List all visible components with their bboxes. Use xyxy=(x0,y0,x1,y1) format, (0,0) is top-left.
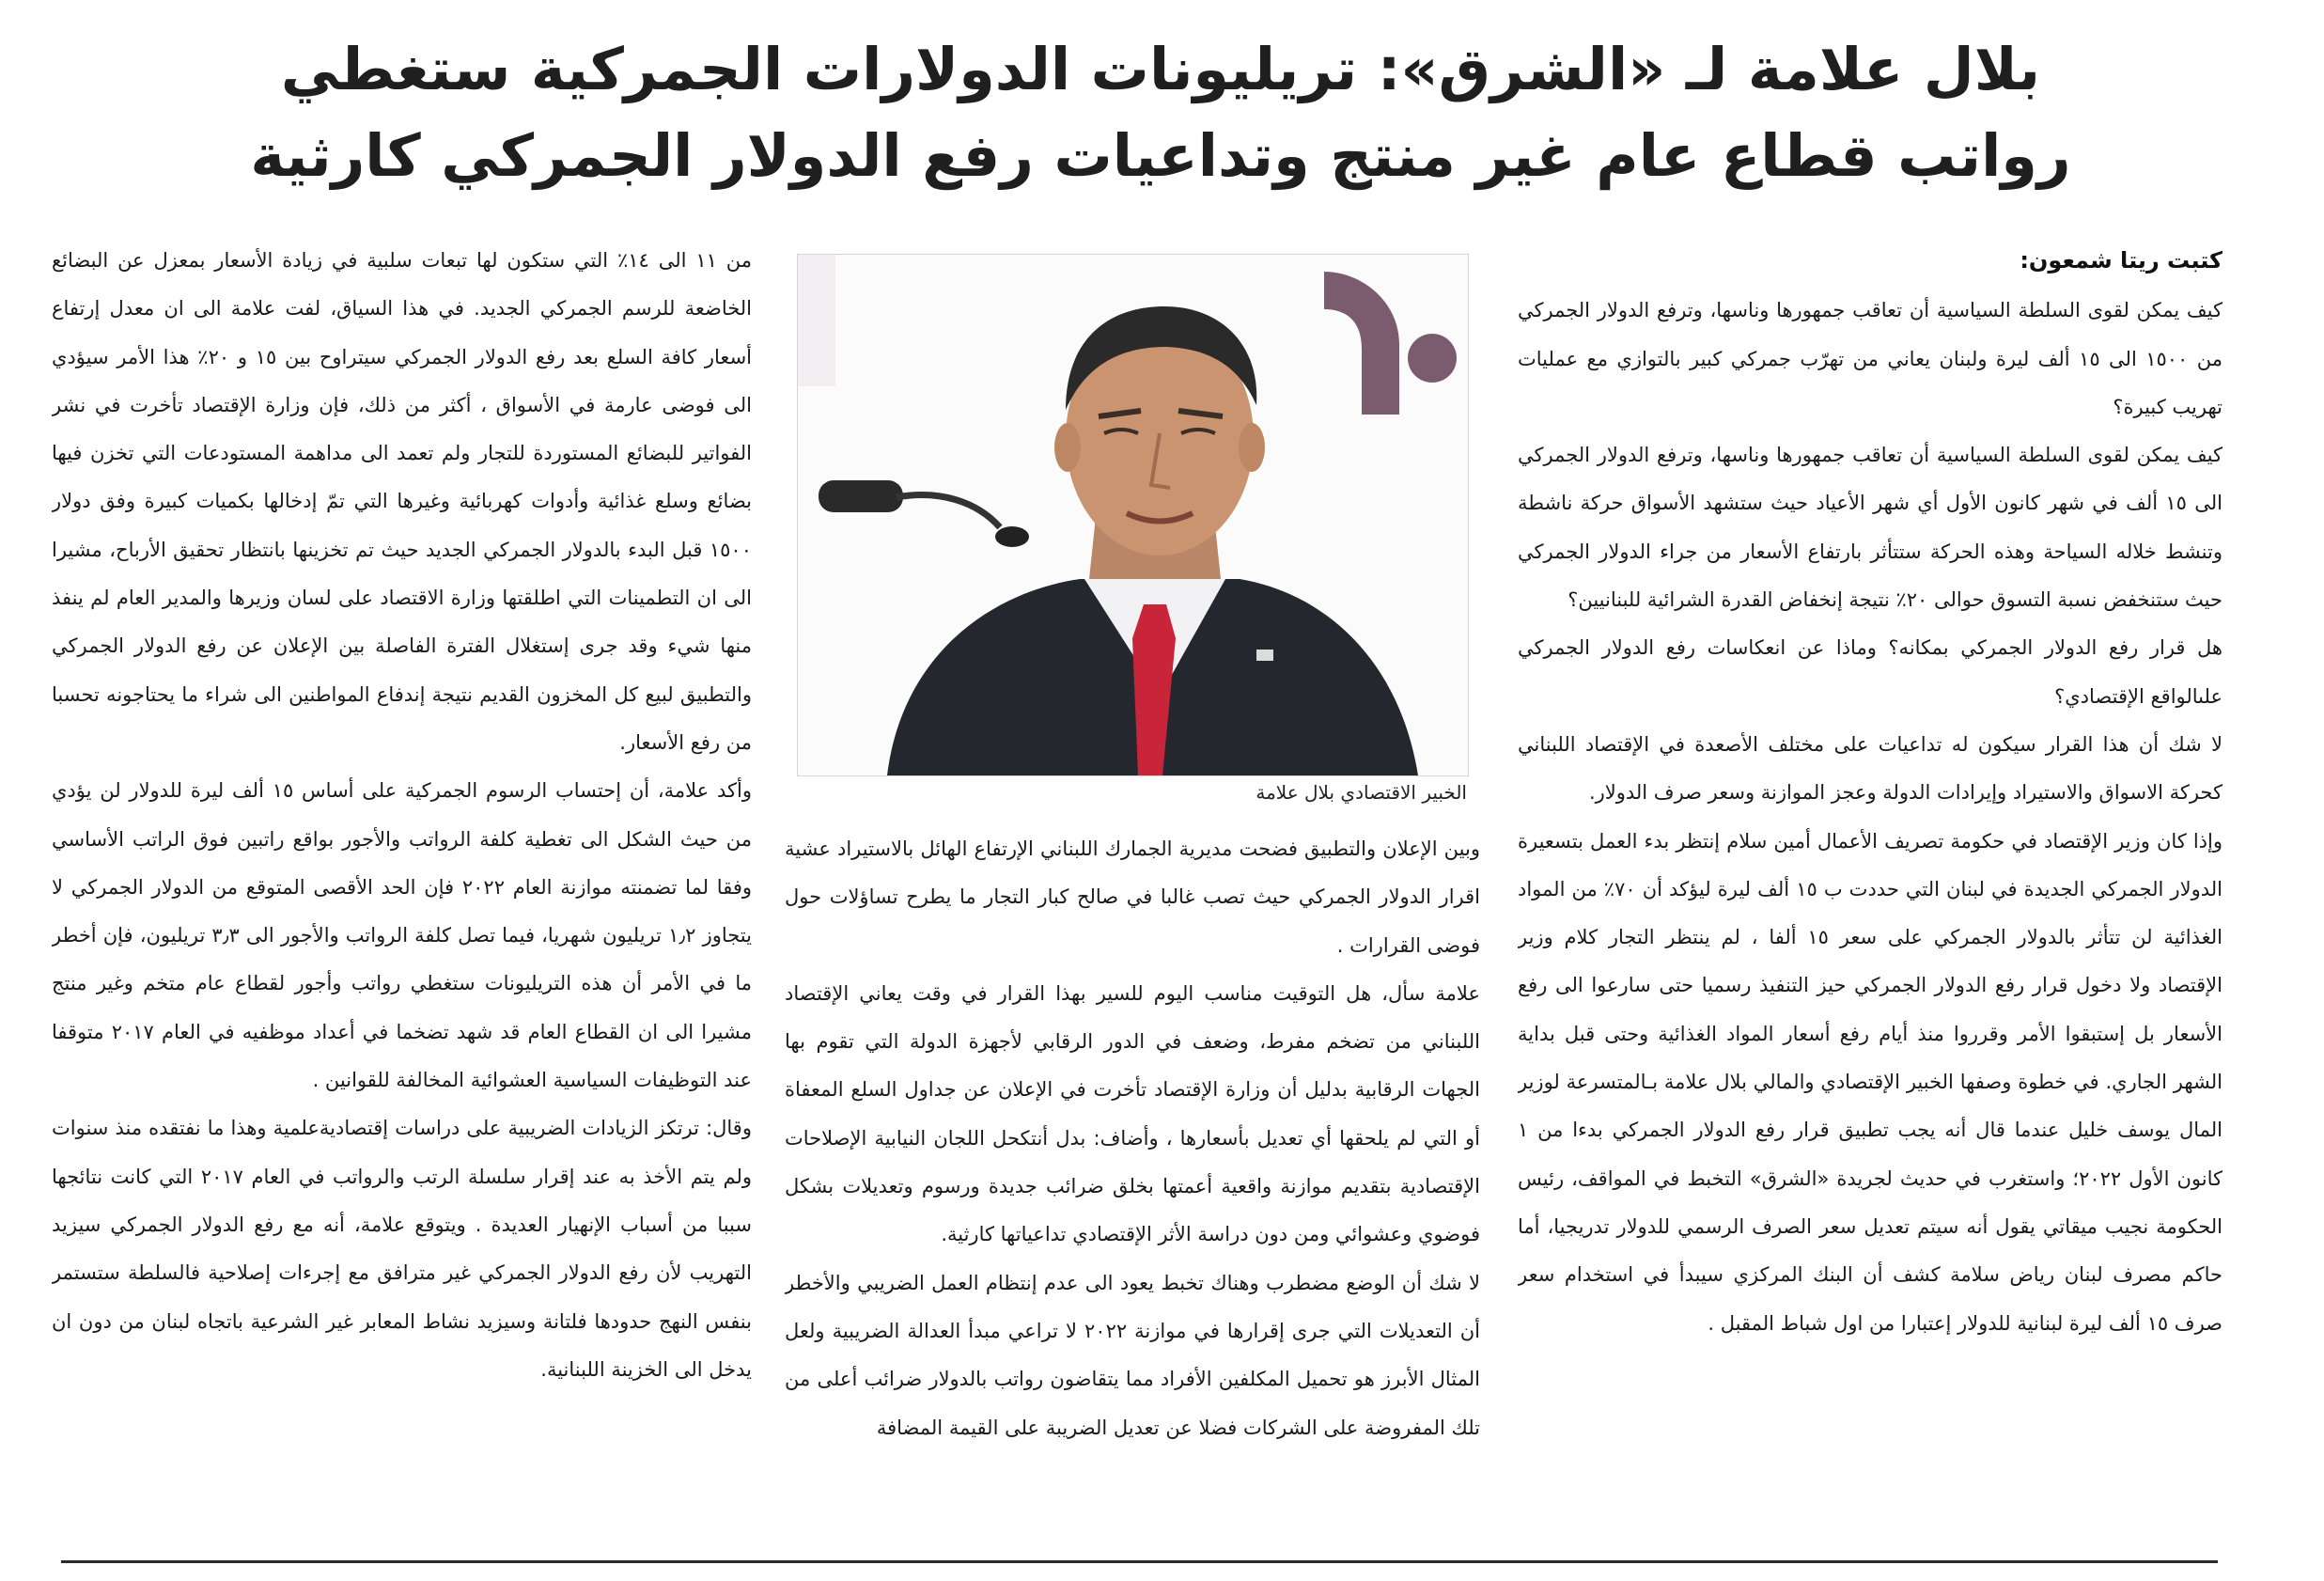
headline xyxy=(85,26,2237,199)
paragraph: هل قرار رفع الدولار الجمركي بمكانه؟ وماذا عن انعكاسات رفع الدولار الجمركي علىالواقع الإقتصادي؟ xyxy=(1518,636,2223,708)
photo-caption: الخبير الاقتصادي بلال علامة xyxy=(1256,781,1467,804)
paragraph: وإذا كان وزير الإقتصاد في حكومة تصريف الأعمال أمين سلام إنتظر بدء العمل بتسعيرة الدولار الجمركي الجديدة في لبنان التي حددت ب ١٥ ألف ليرة ليؤكد أن ٧٠٪ من المواد الغذائية لن تتأثر بالدولار الجمركي على سعر ١٥ ألفا ، لم ينتظر التجار كلام وزير الإقتصاد ولا دخول قرار رفع الدولار الجمركي حيز التنفيذ رسميا حتى سارعوا الى رفع الأسعار بل إستبقوا الأمر وقرروا منذ أيام رفع أسعار المواد الغذائية وحتى قبل بداية الشهر الجاري. في خطوة وصفها الخبير الإقتصادي والمالي بلال علامة بـالمتسرعة لوزير المال يوسف خليل عندما قال أنه يجب تطبيق قرار رفع الدولار الجمركي بدءا من ١ كانون الأول ٢٠٢٢؛ واستغرب في حديث لجريدة «الشرق» التخبط في المواقف، رئيس الحكومة نجيب ميقاتي يقول أنه سيتم تعديل سعر الصرف الرسمي للدولار تدريجيا، أما حاكم مصرف لبنان رياض سلامة كشف أن البنك المركزي سيبدأ في استخدام سعر صرف ١٥ ألف ليرة لبنانية للدولار إعتبارا من اول شباط المقبل . xyxy=(1518,829,2223,1335)
portrait-photo xyxy=(797,254,1469,776)
paragraph: كيف يمكن لقوى السلطة السياسية أن تعاقب جمهورها وناسها، وترفع الدولار الجمركي الى ١٥ ألف في شهر كانون الأول أي شهر الأعياد حيث ستشهد الأسواق حركة ناشطة وتنشط خلاله السياحة وهذه الحركة ستتأثر بارتفاع الأسعار من جراء الدولار الجمركي حيث ستنخفض نسبة التسوق حوالى ٢٠٪ نتيجة إنخفاض القدرة الشرائية للبنانيين؟ xyxy=(1518,444,2223,612)
paragraph: لا شك أن الوضع مضطرب وهناك تخبط يعود الى عدم إنتظام العمل الضريبي والأخطر أن التعديلات التي جرى إقرارها في موازنة ٢٠٢٢ لا تراعي مبدأ العدالة الضريبية ولعل المثال الأبرز هو تحميل المكلفين الأفراد مما يتقاضون رواتب بالدولار ضرائب أعلى من تلك المفروضة على الشركات فضلا عن تعديل الضريبة على القيمة المضافة xyxy=(785,1271,1480,1439)
article-column-left xyxy=(52,237,752,1543)
headline-line-1: بلال علامة لـ «الشرق»: تريليونات الدولارات الجمركية ستغطي xyxy=(280,35,2041,103)
paragraph: علامة سأل، هل التوقيت مناسب اليوم للسير بهذا القرار في وقت يعاني الإقتصاد اللبناني من تضخم مفرط، وضعف في الدور الرقابي لأجهزة الدولة التي تقوم بها الجهات الرقابية بدليل أن وزارة الإقتصاد تأخرت في الإعلان عن جداول السلع المعفاة أو التي لم يلحقها أي تعديل بأسعارها ، وأضاف: بدل أنتكحل اللجان النيابية الإصلاحات الإقتصادية بتقديم موازنة واقعية أعمتها بخلق ضرائب جديدة ورسوم وتعديلات بشكل فوضوي وعشوائي ومن دون دراسة الأثر الإقتصادي تداعياتها كارثية. xyxy=(785,981,1480,1246)
paragraph: من ١١ الى ١٤٪ التي ستكون لها تبعات سلبية في زيادة الأسعار بمعزل عن البضائع الخاضعة للرسم الجمركي الجديد. في هذا السياق، لفت علامة الى ان معدل إرتفاع أسعار كافة السلع بعد رفع الدولار الجمركي سيتراوح بين ١٥ و ٢٠٪ هذا الأمر سيؤدي الى فوضى عارمة في الأسواق ، أكثر من ذلك، فإن وزارة الإقتصاد تأخرت في نشر الفواتير للبضائع المستوردة للتجار ولم تعمد الى مداهمة المستودعات التي تخزن فيها بضائع وسلع غذائية وأدوات كهربائية وغيرها التي تمّ إدخالها بكميات كبيرة وفق دولار ١٥٠٠ قبل البدء بالدولار الجمركي الجديد حيث تم تخزينها بانتظار تحقيق الأرباح، مشيرا الى ان التطمينات التي اطلقتها وزارة الاقتصاد على لسان وزيرها والمدير العام لم ينفذ منها شيء وقد جرى إستغلال الفترة الفاصلة بين الإعلان عن رفع الدولار الجمركي والتطبيق لبيع كل المخزون القديم نتيجة إندفاع المواطنين الى شراء ما يحتاجونه تحسبا من رفع الأسعار. xyxy=(52,249,752,754)
paragraph: كيف يمكن لقوى السلطة السياسية أن تعاقب جمهورها وناسها، وترفع الدولار الجمركي من ١٥٠٠ الى ١٥ ألف ليرة ولبنان يعاني من تهرّب جمركي كبير بالتوازي مع عمليات تهريب كبيرة؟ xyxy=(1518,299,2223,418)
headline-line-2: رواتب قطاع عام غير منتج وتداعيات رفع الدولار الجمركي كارثية xyxy=(250,121,2071,190)
bottom-rule xyxy=(61,1560,2218,1563)
article-column-right xyxy=(1518,237,2223,1543)
paragraph: لا شك أن هذا القرار سيكون له تداعيات على مختلف الأصعدة في الإقتصاد اللبناني كحركة الاسواق والاستيراد وإيرادات الدولة وعجز الموازنة وسعر صرف الدولار. xyxy=(1518,732,2223,805)
byline: كتبت ريتا شمعون: xyxy=(2020,247,2223,274)
paragraph: وأكد علامة، أن إحتساب الرسوم الجمركية على أساس ١٥ ألف ليرة للدولار لن يؤدي من حيث الشكل الى تغطية كلفة الرواتب والأجور بواقع راتبين فوق الراتب الأساسي وفقا لما تضمنته موازنة العام ٢٠٢٢ فإن الحد الأقصى المتوقع من الدولار الجمركي لا يتجاوز ١٫٢ تريليون شهريا، فيما تصل كلفة الرواتب والأجور الى ٣٫٣ تريليون، فإن أخطر ما في الأمر أن هذه التريليونات ستغطي رواتب وأجور لقطاع عام متخم وغير منتج مشيرا الى ان القطاع العام قد شهد تضخما في أعداد موظفيه في العام ٢٠١٧ متوقفا عند التوظيفات السياسية العشوائية المخالفة للقوانين . xyxy=(52,779,752,1092)
paragraph: وبين الإعلان والتطبيق فضحت مديرية الجمارك اللبناني الإرتفاع الهائل بالاستيراد عشية اقرار الدولار الجمركي حيث تصب غالبا في صالح كبار التجار ما يطرح تساؤلات حول فوضى القرارات . xyxy=(785,837,1480,957)
article-column-middle xyxy=(785,825,1480,1543)
paragraph: وقال: ترتكز الزيادات الضريبية على دراسات إقتصاديةعلمية وهذا ما نفتقده منذ سنوات ولم يتم الأخذ به عند إقرار سلسلة الرتب والرواتب في العام ٢٠١٧ التي كانت نتائجها سببا من أسباب الإنهيار العديدة . ويتوقع علامة، أنه مع رفع الدولار الجمركي سيزيد التهريب لأن رفع الدولار الجمركي غير مترافق مع إجرءات إصلاحية فالسلطة ستستمر بنفس النهج حدودها فلتانة وسيزيد نشاط المعابر غير الشرعية باتجاه لبنان من دون ان يدخل الى الخزينة اللبنانية. xyxy=(52,1117,752,1381)
